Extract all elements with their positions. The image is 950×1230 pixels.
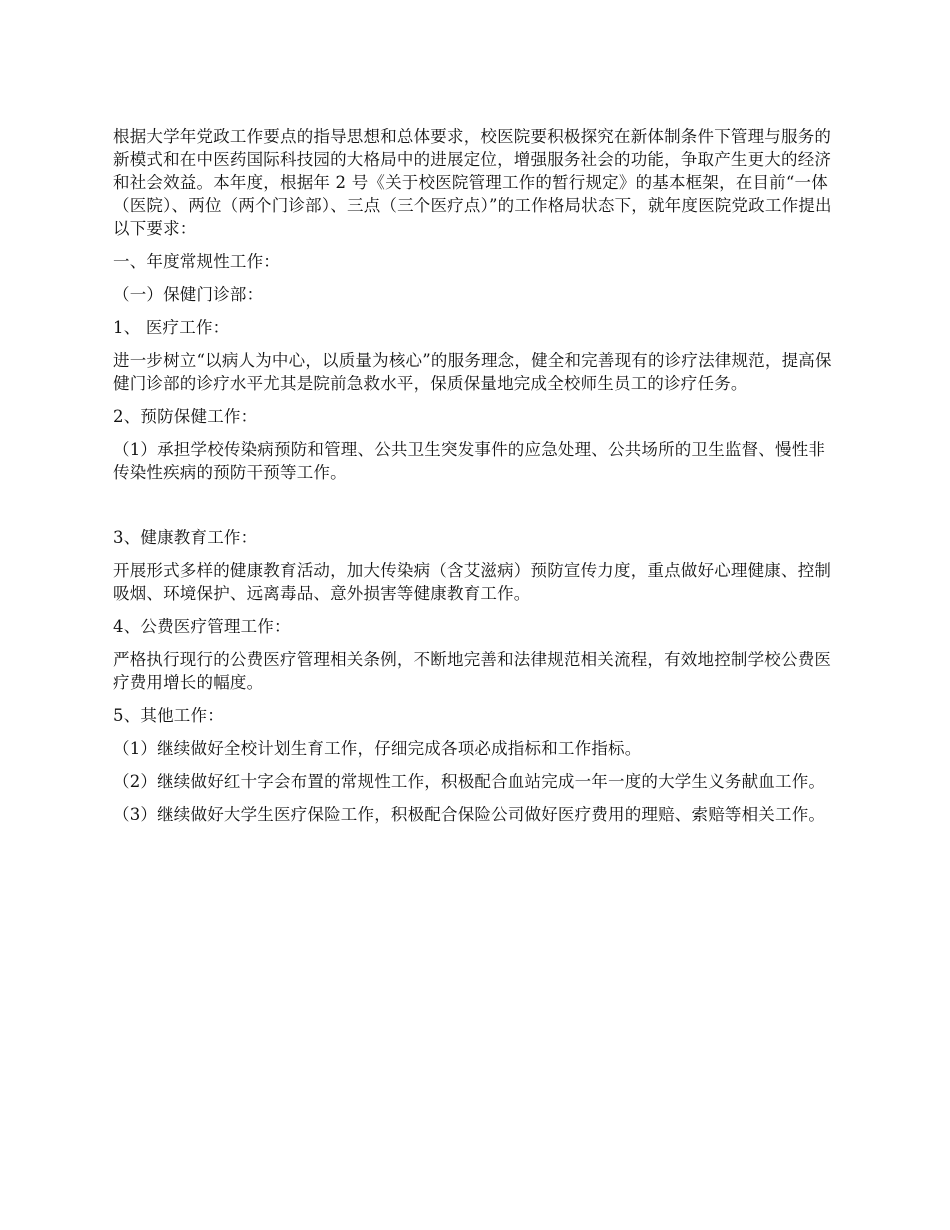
item-heading-public-medical: 4、公费医疗管理工作： <box>113 617 291 636</box>
other-work-item-1: （1）继续做好全校计划生育工作，仔细完成各项必成指标和工作指标。 <box>113 739 642 758</box>
intro-paragraph: 根据大学年党政工作要点的指导思想和总体要求，校医院要积极探究在新体制条件下管理与服务的新模式和在中医药国际科技园的大格局中的进展定位，增强服务社会的功能，争取产生更大的经济和社会效益。本年度，根据年 2 号《关于校医院管理工作的暂行规定》的基本框架，在目前“一体（医院）、两位（两个门诊部）、三点（三个医疗点）”的工作格局状态下，就年度医院党政工作提出以下要求： <box>113 127 832 238</box>
item-heading-health-education: 3、健康教育工作： <box>113 528 258 547</box>
medical-work-paragraph: 进一步树立“以病人为中心，以质量为核心”的服务理念，健全和完善现有的诊疗法律规范，提高保健门诊部的诊疗水平尤其是院前急救水平，保质保量地完成全校师生员工的诊疗任务。 <box>113 351 832 393</box>
health-education-paragraph: 开展形式多样的健康教育活动，加大传染病（含艾滋病）预防宣传力度，重点做好心理健康、控制吸烟、环境保护、远离毒品、意外损害等健康教育工作。 <box>113 561 832 603</box>
subsection-heading-clinic: （一）保健门诊部： <box>113 285 264 304</box>
other-work-item-2: （2）继续做好红十字会布置的常规性工作，积极配合血站完成一年一度的大学生义务献血工作。 <box>113 772 826 791</box>
item-heading-prevention: 2、预防保健工作： <box>113 407 258 426</box>
item-heading-other-work: 5、其他工作： <box>113 706 224 725</box>
public-medical-paragraph: 严格执行现行的公费医疗管理相关条例，不断地完善和法律规范相关流程，有效地控制学校公费医疗费用增长的幅度。 <box>113 650 832 692</box>
prevention-paragraph: （1）承担学校传染病预防和管理、公共卫生突发事件的应急处理、公共场所的卫生监督、慢性非传染性疾病的预防干预等工作。 <box>113 440 826 482</box>
other-work-item-3: （3）继续做好大学生医疗保险工作，积极配合保险公司做好医疗费用的理赔、索赔等相关工作。 <box>113 805 826 824</box>
item-heading-medical-work: 1、 医疗工作： <box>113 318 230 337</box>
section-heading-routine-work: 一、年度常规性工作： <box>113 252 280 271</box>
blank-gap <box>113 494 840 526</box>
